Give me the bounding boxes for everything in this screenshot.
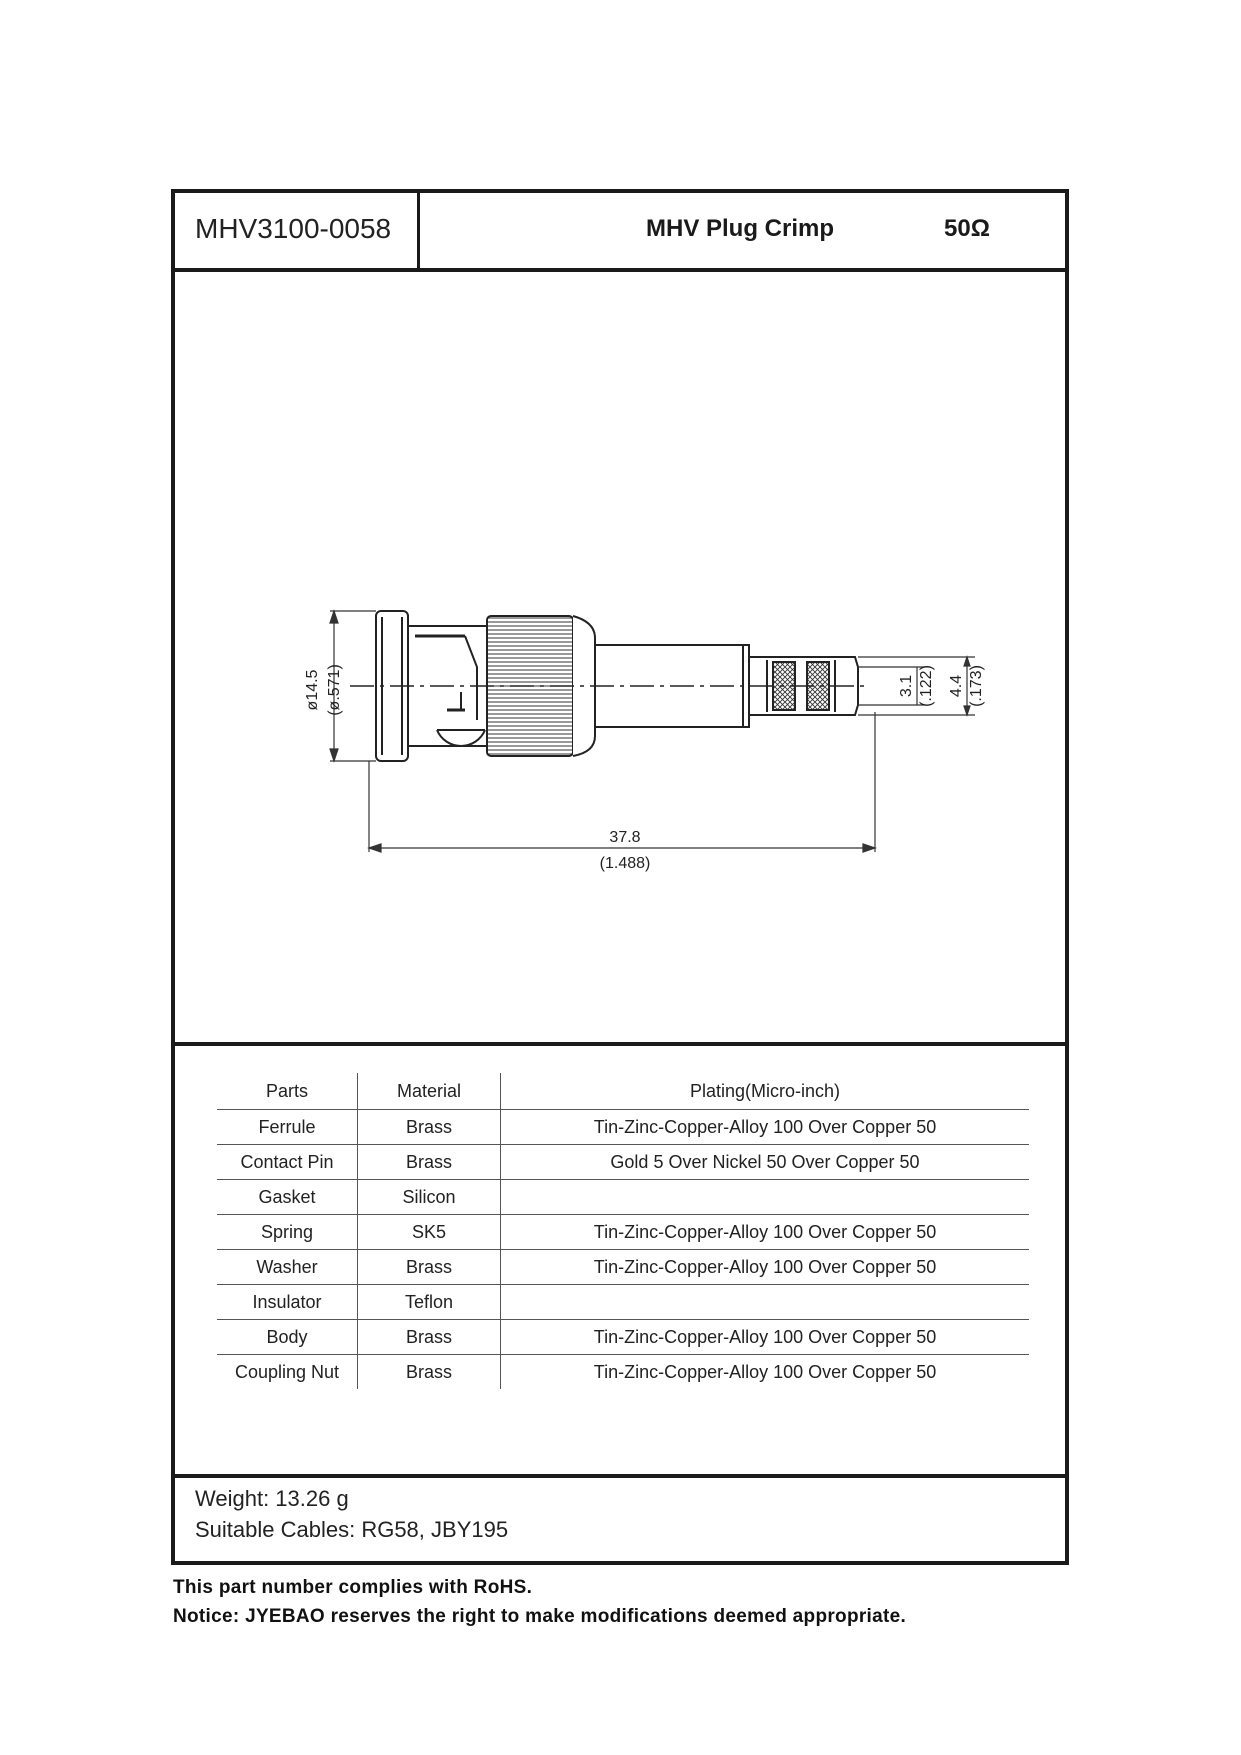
table-row <box>217 1250 1029 1285</box>
table-row <box>217 1180 1029 1215</box>
bom-part: Ferrule <box>217 1110 358 1145</box>
table-row <box>217 1145 1029 1180</box>
bom-material: Brass <box>358 1355 501 1390</box>
bom-material: Brass <box>358 1320 501 1355</box>
connector-drawing <box>175 272 1065 1042</box>
modification-notice: Notice: JYEBAO reserves the right to make modifications deemed appropriate. <box>173 1606 907 1627</box>
bom-table <box>217 1073 1029 1389</box>
table-row <box>217 1110 1029 1145</box>
dim-length-in: (1.488) <box>599 855 651 872</box>
weight-label: Weight: 13.26 g <box>195 1486 349 1511</box>
bom-plating: Tin-Zinc-Copper-Alloy 100 Over Copper 50 <box>501 1110 1030 1145</box>
dim-diameter-in: (ø.571) <box>326 664 343 716</box>
bom-header-material: Material <box>358 1073 501 1110</box>
bom-part: Contact Pin <box>217 1145 358 1180</box>
table-row <box>217 1285 1029 1320</box>
rohs-statement: This part number complies with RoHS. <box>173 1577 533 1598</box>
spec-sheet-frame <box>171 189 1069 1565</box>
bom-plating: Tin-Zinc-Copper-Alloy 100 Over Copper 50 <box>501 1250 1030 1285</box>
drawing-rule <box>175 1042 1065 1046</box>
dim-inner-in: (.122) <box>918 665 935 707</box>
bom-material: Brass <box>358 1250 501 1285</box>
suitable-cables-label: Suitable Cables: RG58, JBY195 <box>195 1517 509 1542</box>
bom-rule <box>175 1474 1065 1478</box>
bom-plating: Gold 5 Over Nickel 50 Over Copper 50 <box>501 1145 1030 1180</box>
dim-outer-mm: 4.4 <box>948 674 965 698</box>
dim-inner-mm: 3.1 <box>898 674 915 698</box>
dim-length-mm: 37.8 <box>609 829 641 846</box>
bom-material: Brass <box>358 1110 501 1145</box>
table-row <box>217 1215 1029 1250</box>
bom-header-parts: Parts <box>217 1073 358 1110</box>
bom-material: Brass <box>358 1145 501 1180</box>
bom-material: Teflon <box>358 1285 501 1320</box>
bom-material: SK5 <box>358 1215 501 1250</box>
bom-part: Washer <box>217 1250 358 1285</box>
part-number: MHV3100-0058 <box>195 213 392 244</box>
table-row <box>217 1355 1029 1390</box>
bom-header-plating: Plating(Micro-inch) <box>501 1073 1030 1110</box>
table-row <box>217 1320 1029 1355</box>
impedance-label: 50Ω <box>944 215 990 242</box>
bom-part: Coupling Nut <box>217 1355 358 1390</box>
bom-plating <box>501 1285 1030 1320</box>
bom-part: Spring <box>217 1215 358 1250</box>
bom-plating: Tin-Zinc-Copper-Alloy 100 Over Copper 50 <box>501 1215 1030 1250</box>
header-row <box>175 193 1065 268</box>
bom-part: Body <box>217 1320 358 1355</box>
bom-plating <box>501 1180 1030 1215</box>
bom-plating: Tin-Zinc-Copper-Alloy 100 Over Copper 50 <box>501 1355 1030 1390</box>
bom-part: Gasket <box>217 1180 358 1215</box>
bom-material: Silicon <box>358 1180 501 1215</box>
dim-diameter-mm: ø14.5 <box>304 669 321 711</box>
bom-plating: Tin-Zinc-Copper-Alloy 100 Over Copper 50 <box>501 1320 1030 1355</box>
product-title: MHV Plug Crimp <box>646 215 835 242</box>
header-divider <box>417 193 420 268</box>
dim-outer-in: (.173) <box>968 665 985 707</box>
bom-header-row <box>217 1073 1029 1110</box>
bom-part: Insulator <box>217 1285 358 1320</box>
